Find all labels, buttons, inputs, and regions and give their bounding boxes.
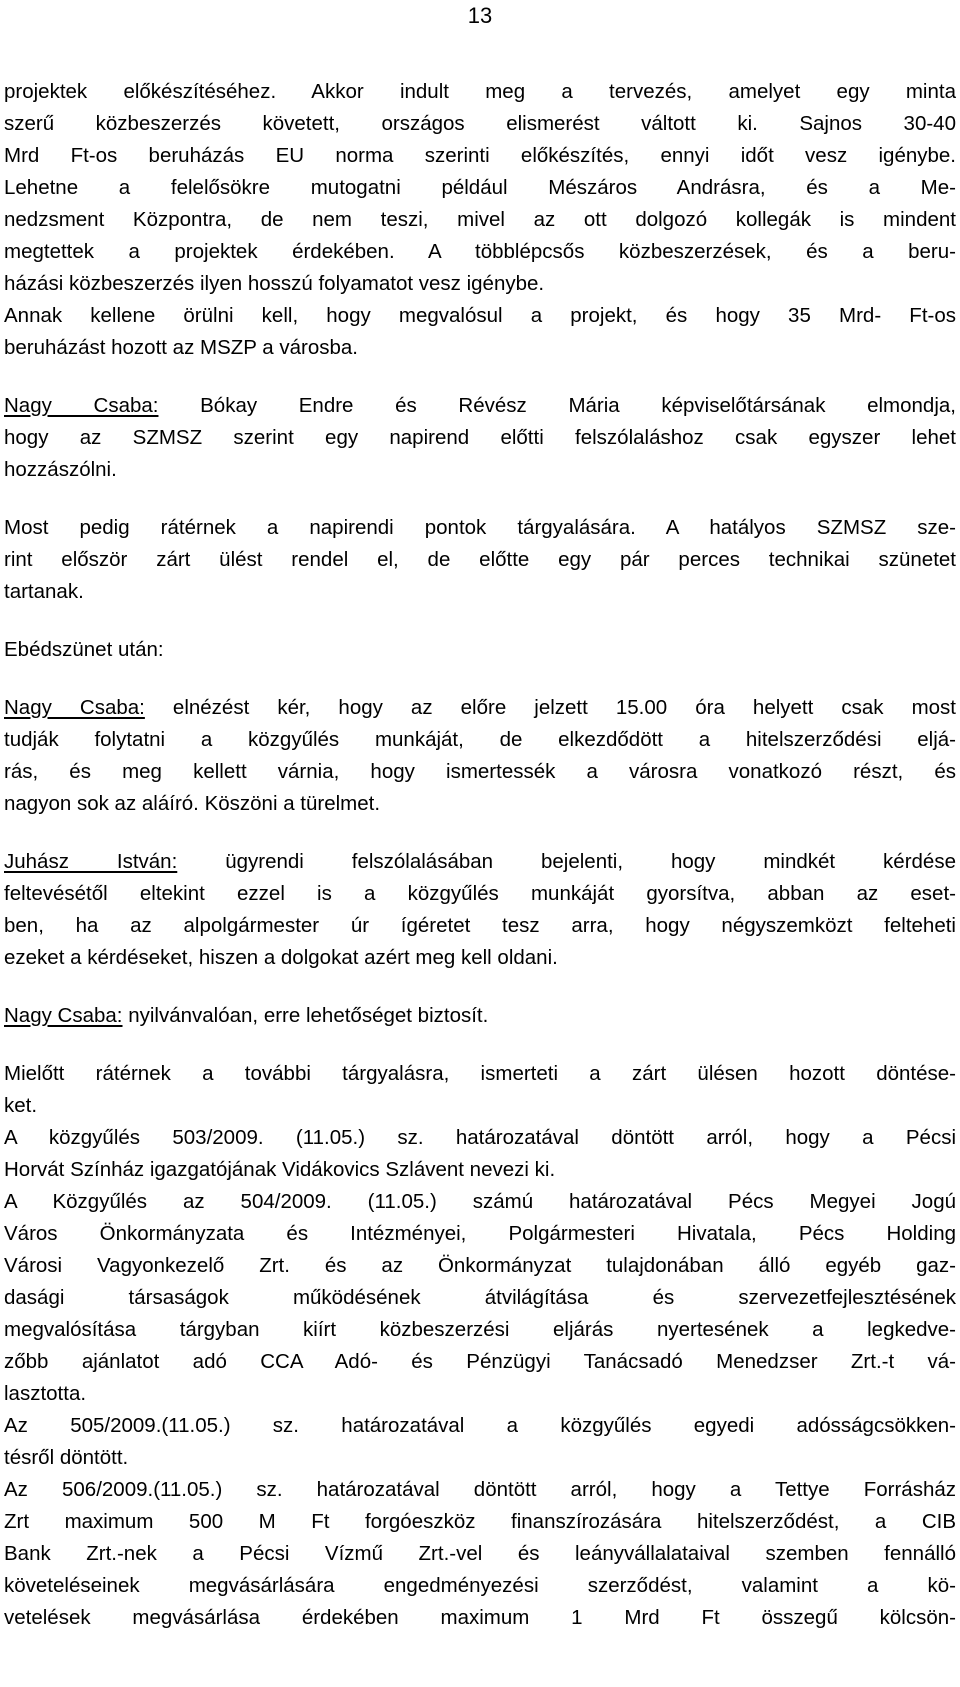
- paragraph: [0, 1058, 960, 1634]
- text-line: Mielőtt rátérnek a további tárgyalásra, ismerteti a zárt ülésen hozott döntése-: [4, 1062, 956, 1085]
- text-line: vetelések megvásárlása érdekében maximum 1 Mrd Ft összegű kölcsön-: [4, 1606, 956, 1629]
- text-line: szerű közbeszerzés követett, országos elismerést váltott ki. Sajnos 30-40: [4, 112, 956, 135]
- document-body: [0, 76, 960, 1634]
- text-line: tudják folytatni a közgyűlés munkáját, de elkezdődött a hitelszerződési eljá-: [4, 728, 956, 751]
- speech-paragraph: [0, 692, 960, 820]
- speech-text: elnézést kér, hogy az előre jelzett 15.00 óra helyett csak most: [144, 696, 956, 719]
- text-line: dasági társaságok működésének átvilágítása és szervezetfejlesztésének: [4, 1286, 956, 1309]
- text-line: Lehetne a felelősökre mutogatni például Mészáros Andrásra, és a Me-: [4, 176, 956, 199]
- text-line: tartanak.: [4, 580, 84, 603]
- text-line: nedzsment Központra, de nem teszi, mivel az ott dolgozó kollegák is mindent: [4, 208, 956, 231]
- speaker-name: Juhász István:: [4, 850, 178, 873]
- speech-text: ügyrendi felszólalásában bejelenti, hogy mindkét kérdése: [177, 850, 956, 873]
- text-line: megtettek a projektek érdekében. A többlépcsős közbeszerzések, és a beru-: [4, 240, 956, 263]
- text-line: tésről döntött.: [4, 1446, 129, 1469]
- text-line: megvalósítása tárgyban kiírt közbeszerzési eljárás nyertesének a legkedve-: [4, 1318, 956, 1341]
- text-line: rint először zárt ülést rendel el, de előtte egy pár perces technikai szünetet: [4, 548, 956, 571]
- speaker-name: Nagy Csaba:: [4, 394, 159, 417]
- speech-paragraph: [0, 390, 960, 486]
- speech-paragraph: [0, 846, 960, 974]
- text-line: ezeket a kérdéseket, hiszen a dolgokat azért meg kell oldani.: [4, 946, 558, 969]
- text-line: rás, és meg kellett várnia, hogy ismertessék a városra vonatkozó részt, és: [4, 760, 956, 783]
- text-line: A közgyűlés 503/2009. (11.05.) sz. határozatával döntött arról, hogy a Pécsi: [4, 1126, 956, 1149]
- speaker-name: Nagy Csaba:: [4, 696, 145, 719]
- text-line: Város Önkormányzata és Intézményei, Polgármesteri Hivatala, Pécs Holding: [4, 1222, 956, 1245]
- speech-paragraph: [0, 1000, 960, 1032]
- text-line: Mrd Ft-os beruházás EU norma szerinti előkészítés, ennyi időt vesz igénybe.: [4, 144, 956, 167]
- speaker-name: Nagy Csaba:: [4, 1004, 123, 1027]
- text-line: feltevésétől eltekint ezzel is a közgyűlés munkáját gyorsítva, abban az eset-: [4, 882, 956, 905]
- text-line: Horvát Színház igazgatójának Vidákovics Szlávent nevezi ki.: [4, 1158, 556, 1181]
- text-line: Most pedig rátérnek a napirendi pontok tárgyalására. A hatályos SZMSZ sze-: [4, 516, 956, 539]
- section-heading: [0, 634, 960, 666]
- page-number: 13: [467, 3, 493, 28]
- text-line: Bank Zrt.-nek a Pécsi Vízmű Zrt.-vel és leányvállalataival szemben fennálló: [4, 1542, 956, 1565]
- text-line: [0, 390, 960, 422]
- text-line: házási közbeszerzés ilyen hosszú folyamatot vesz igénybe.: [4, 272, 545, 295]
- text-line: követeléseinek megvásárlására engedményezési szerződést, valamint a kö-: [4, 1574, 956, 1597]
- text-line: zőbb ajánlatot adó CCA Adó- és Pénzügyi Tanácsadó Menedzser Zrt.-t vá-: [4, 1350, 956, 1373]
- text-line: projektek előkészítéséhez. Akkor indult meg a tervezés, amelyet egy minta: [4, 80, 956, 103]
- text-line: ket.: [4, 1094, 38, 1117]
- text-line: hozzászólni.: [4, 458, 117, 481]
- text-line: Városi Vagyonkezelő Zrt. és az Önkormányzat tulajdonában álló egyéb gaz-: [4, 1254, 956, 1277]
- speech-text: Bókay Endre és Révész Mária képviselőtársának elmondja,: [158, 394, 956, 417]
- text-line: hogy az SZMSZ szerint egy napirend előtti felszólaláshoz csak egyszer lehet: [4, 426, 956, 449]
- paragraph: [0, 512, 960, 608]
- text-line: [0, 692, 960, 724]
- text-line: A Közgyűlés az 504/2009. (11.05.) számú határozatával Pécs Megyei Jogú: [4, 1190, 956, 1213]
- text-line: nagyon sok az aláíró. Köszöni a türelmet.: [4, 792, 381, 815]
- text-line: Az 505/2009.(11.05.) sz. határozatával a közgyűlés egyedi adósságcsökken-: [4, 1414, 956, 1437]
- text-line: Az 506/2009.(11.05.) sz. határozatával döntött arról, hogy a Tettye Forrásház: [4, 1478, 956, 1501]
- text-line: [0, 1000, 960, 1032]
- text-line: Annak kellene örülni kell, hogy megvalósul a projekt, és hogy 35 Mrd- Ft-os: [4, 304, 956, 327]
- speech-text: nyilvánvalóan, erre lehetőséget biztosít.: [122, 1004, 489, 1027]
- text-line: lasztotta.: [4, 1382, 87, 1405]
- paragraph: [0, 76, 960, 364]
- text-line: beruházást hozott az MSZP a városba.: [4, 336, 359, 359]
- text-line: [0, 846, 960, 878]
- text-line: Zrt maximum 500 M Ft forgóeszköz finanszírozására hitelszerződést, a CIB: [4, 1510, 956, 1533]
- text-line: Ebédszünet után:: [4, 638, 164, 661]
- text-line: ben, ha az alpolgármester úr ígéretet tesz arra, hogy négyszemközt felteheti: [4, 914, 956, 937]
